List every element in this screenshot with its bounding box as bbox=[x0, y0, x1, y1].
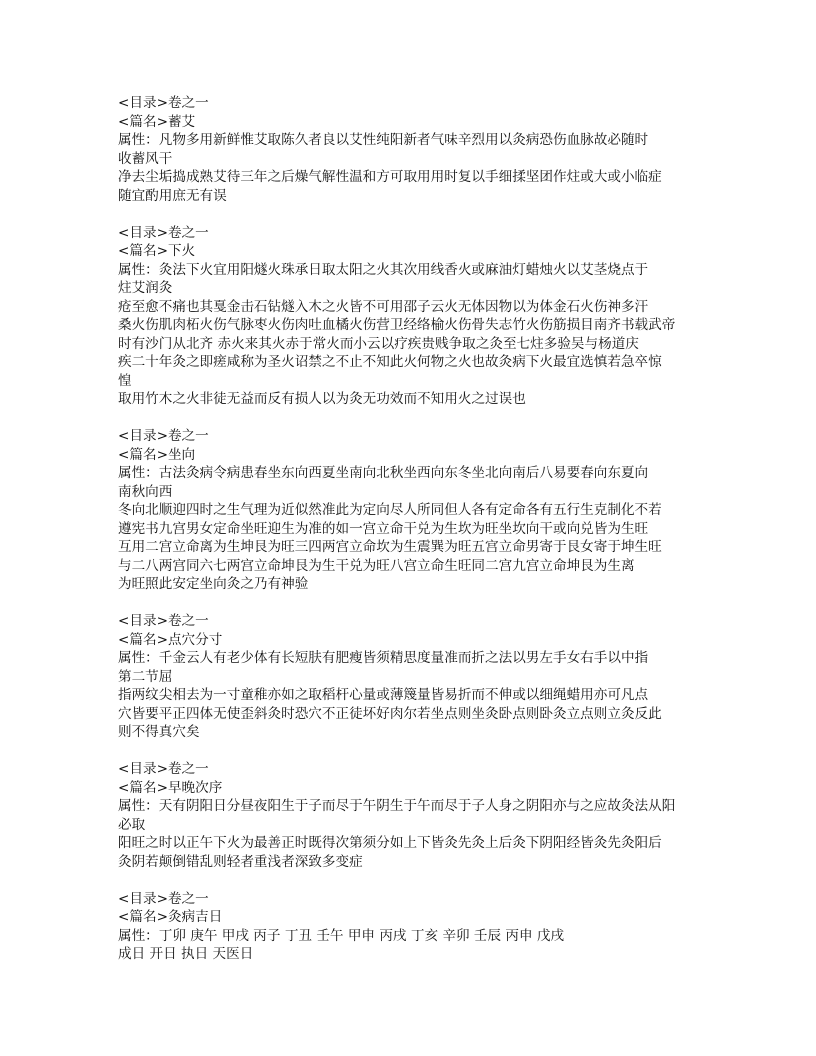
body-text-line: 疾二十年灸之即瘥咸称为圣火诏禁之不止不知此火何物之火也故灸病下火最宜选慎若急卒惊 bbox=[118, 354, 662, 370]
body-text-line: 第二节屈 bbox=[118, 668, 173, 685]
body-text-line: 指两纹尖相去为一寸童稚亦如之取稻杆心量或薄篾量皆易折而不伸或以细绳蜡用亦可凡点 bbox=[118, 687, 649, 703]
body-text-line: 为旺照此安定坐向灸之乃有神验 bbox=[118, 576, 309, 592]
body-text-line: 属性：古法灸病令病患春坐东向西夏坐南向北秋坐西向东冬坐北向南后八易要春向东夏向 bbox=[118, 465, 649, 481]
catalog-line: <目录>卷之一 bbox=[118, 428, 209, 444]
document-body bbox=[118, 94, 675, 982]
entry-section bbox=[118, 224, 675, 409]
body-text-line: 穴皆要平正四体无使歪斜灸时恐穴不正徒坏好肉尔若坐点则坐灸卧点则卧灸立点则立灸反此 bbox=[118, 705, 662, 722]
body-text-line: 惶 bbox=[118, 372, 132, 389]
chapter-title: <篇名>早晚次序 bbox=[118, 779, 223, 796]
body-text-line: 桑火伤肌肉柘火伤气脉枣火伤肉吐血橘火伤营卫经络榆火伤骨失志竹火伤筋损目南齐书载武帝 bbox=[118, 317, 676, 333]
entry-section bbox=[118, 760, 675, 871]
chapter-title: <篇名>坐向 bbox=[118, 446, 196, 463]
chapter-title: <篇名>蓄艾 bbox=[118, 113, 196, 130]
body-text-line: 属性：丁卯 庚午 甲戌 丙子 丁丑 壬午 甲申 丙戌 丁亥 辛卯 壬辰 丙申 戊戌 bbox=[118, 927, 565, 944]
entry-section bbox=[118, 612, 675, 742]
body-text-line: 取用竹木之火非徒无益而反有损人以为灸无功效而不知用火之过误也 bbox=[118, 391, 526, 407]
body-text-line: 随宜酌用庶无有误 bbox=[118, 187, 227, 204]
body-text-line: 属性：天有阴阳日分昼夜阳生于子而尽于午阴生于午而尽于子人身之阴阳亦与之应故灸法从阳 bbox=[118, 798, 676, 814]
body-text-line: 南秋向西 bbox=[118, 483, 173, 500]
body-text-line: 阳旺之时以正午下火为最善正时既得次第须分如上下皆灸先灸上后灸下阴阳经皆灸先灸阳后 bbox=[118, 835, 662, 851]
body-text-line: 遵宪书九宫男女定命坐旺迎生为准的如一宫立命干兑为生坎为旺坐坎向干或向兑皆为生旺 bbox=[118, 520, 649, 537]
chapter-title: <篇名>灸病吉日 bbox=[118, 909, 223, 925]
chapter-title: <篇名>下火 bbox=[118, 243, 196, 259]
entry-section bbox=[118, 94, 675, 205]
body-text-line: 属性：千金云人有老少体有长短肤有肥瘦皆须精思度量准而折之法以男左手女右手以中指 bbox=[118, 650, 649, 666]
catalog-line: <目录>卷之一 bbox=[118, 224, 209, 241]
catalog-line: <目录>卷之一 bbox=[118, 95, 209, 111]
body-text-line: 属性：灸法下火宜用阳燧火珠承日取太阳之火其次用线香火或麻油灯蜡烛火以艾茎烧点于 bbox=[118, 261, 649, 278]
body-text-line: 时有沙门从北齐 赤火来其火赤于常火而小云以疗疾贵贱争取之灸至七炷多验吴与杨道庆 bbox=[118, 335, 639, 352]
entry-section bbox=[118, 890, 675, 964]
body-text-line: 灸阴若颠倒错乱则轻者重浅者深致多变症 bbox=[118, 853, 363, 870]
body-text-line: 与二八两宫同六七两宫立命坤艮为生干兑为旺八宫立命生旺同二宫九宫立命坤艮为生离 bbox=[118, 557, 635, 574]
body-text-line: 净去尘垢捣成熟艾待三年之后燥气解性温和方可取用用时复以手细揉坚团作炷或大或小临症 bbox=[118, 169, 662, 185]
catalog-line: <目录>卷之一 bbox=[118, 613, 209, 629]
chapter-title: <篇名>点穴分寸 bbox=[118, 631, 223, 648]
body-text-line: 互用二宫立命离为生坤艮为旺三四两宫立命坎为生震巽为旺五宫立命男寄于艮女寄于坤生旺 bbox=[118, 539, 662, 555]
body-text-line: 炷艾润灸 bbox=[118, 280, 173, 296]
body-text-line: 则不得真穴矣 bbox=[118, 724, 200, 740]
body-text-line: 属性：凡物多用新鲜惟艾取陈久者良以艾性纯阳新者气味辛烈用以灸病恐伤血脉故必随时 bbox=[118, 132, 649, 148]
catalog-line: <目录>卷之一 bbox=[118, 890, 209, 907]
body-text-line: 疮至愈不痛也其戛金击石钻燧入木之火皆不可用邵子云火无体因物以为体金石火伤神多汗 bbox=[118, 298, 649, 315]
body-text-line: 成日 开日 执日 天医日 bbox=[118, 946, 254, 962]
entry-section bbox=[118, 427, 675, 594]
body-text-line: 冬向北顺迎四时之生气理为近似然准此为定向尽人所同但人各有定命各有五行生克制化不若 bbox=[118, 502, 662, 518]
body-text-line: 必取 bbox=[118, 816, 146, 833]
body-text-line: 收蓄风干 bbox=[118, 150, 173, 167]
catalog-line: <目录>卷之一 bbox=[118, 761, 209, 777]
